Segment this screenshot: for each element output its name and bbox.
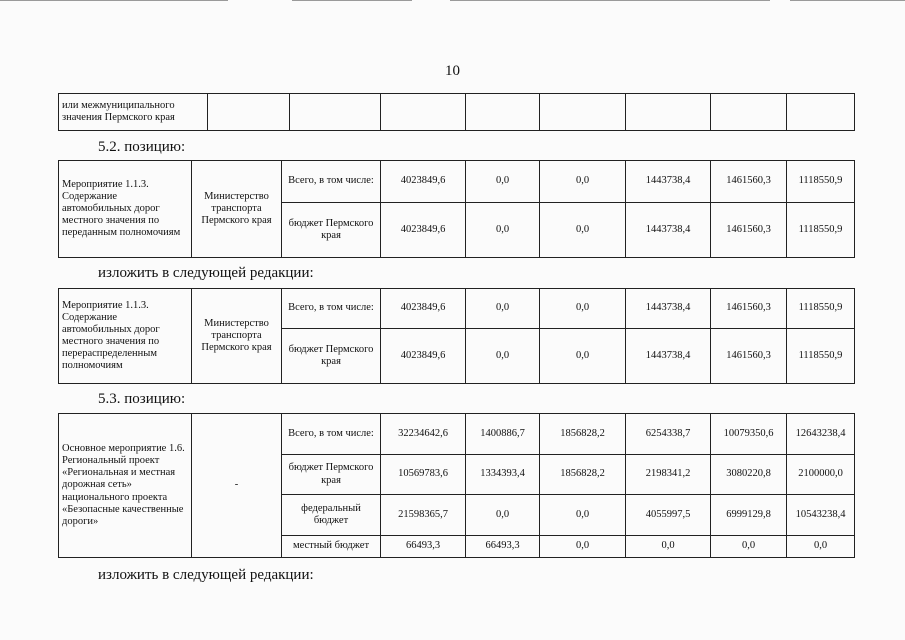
value-cell: 1443738,4: [626, 329, 711, 384]
value-cell: 21598365,7: [381, 495, 466, 536]
value-cell: 6999129,8: [711, 495, 787, 536]
value-cell: 1400886,7: [466, 414, 540, 455]
empty-cell: [290, 94, 381, 131]
empty-cell: [711, 94, 787, 131]
funding-source-cell: Всего, в том числе:: [282, 414, 381, 455]
funding-source-cell: местный бюджет: [282, 536, 381, 558]
funding-source-cell: Всего, в том числе:: [282, 289, 381, 329]
value-cell: 0,0: [540, 329, 626, 384]
value-cell: 2198341,2: [626, 455, 711, 495]
empty-cell: [540, 94, 626, 131]
scan-artifact-line: [0, 0, 228, 1]
responsible-org-cell: Министерство транспорта Пермского края: [192, 289, 282, 384]
value-cell: 0,0: [540, 495, 626, 536]
funding-source-cell: федеральный бюджет: [282, 495, 381, 536]
value-cell: 1856828,2: [540, 414, 626, 455]
value-cell: 32234642,6: [381, 414, 466, 455]
value-cell: 1443738,4: [626, 289, 711, 329]
empty-cell: [787, 94, 855, 131]
value-cell: 1856828,2: [540, 455, 626, 495]
value-cell: 0,0: [626, 536, 711, 558]
scan-artifact-line: [450, 0, 770, 1]
funding-source-cell: бюджет Пермского края: [282, 455, 381, 495]
value-cell: 0,0: [466, 495, 540, 536]
section-heading: 5.2. позицию:: [98, 139, 186, 155]
value-cell: 0,0: [466, 203, 540, 258]
value-cell: 0,0: [787, 536, 855, 558]
activity-cell: Основное мероприятие 1.6. Региональный проект «Региональная и местная дорожная сеть» национального проекта «Безопасные качественные дороги»: [59, 414, 192, 558]
value-cell: 4023849,6: [381, 289, 466, 329]
activity-cell: Мероприятие 1.1.3. Содержание автомобильных дорог местного значения по перераспределенным полномочиям: [59, 289, 192, 384]
responsible-org-cell: -: [192, 414, 282, 558]
value-cell: 6254338,7: [626, 414, 711, 455]
empty-cell: [626, 94, 711, 131]
section-heading: 5.3. позицию:: [98, 391, 186, 407]
value-cell: 0,0: [466, 161, 540, 203]
value-cell: 0,0: [466, 289, 540, 329]
value-cell: 10543238,4: [787, 495, 855, 536]
value-cell: 1443738,4: [626, 161, 711, 203]
scan-artifact-line: [790, 0, 905, 1]
value-cell: 1118550,9: [787, 329, 855, 384]
value-cell: 0,0: [540, 161, 626, 203]
value-cell: 12643238,4: [787, 414, 855, 455]
value-cell: 66493,3: [466, 536, 540, 558]
value-cell: 1118550,9: [787, 289, 855, 329]
value-cell: 1443738,4: [626, 203, 711, 258]
value-cell: 3080220,8: [711, 455, 787, 495]
value-cell: 1461560,3: [711, 329, 787, 384]
value-cell: 0,0: [540, 536, 626, 558]
table-fragment: [58, 93, 855, 131]
funding-source-cell: бюджет Пермского края: [282, 329, 381, 384]
value-cell: 1461560,3: [711, 161, 787, 203]
value-cell: 10569783,6: [381, 455, 466, 495]
funding-source-cell: бюджет Пермского края: [282, 203, 381, 258]
value-cell: 0,0: [711, 536, 787, 558]
value-cell: 0,0: [466, 329, 540, 384]
value-cell: 0,0: [540, 289, 626, 329]
table-5-3: [58, 413, 855, 558]
table-5-2-new: [58, 288, 855, 384]
value-cell: 4055997,5: [626, 495, 711, 536]
value-cell: 1334393,4: [466, 455, 540, 495]
value-cell: 10079350,6: [711, 414, 787, 455]
section-heading: изложить в следующей редакции:: [98, 265, 314, 281]
value-cell: 4023849,6: [381, 161, 466, 203]
funding-source-cell: Всего, в том числе:: [282, 161, 381, 203]
section-heading: изложить в следующей редакции:: [98, 567, 314, 583]
empty-cell: [381, 94, 466, 131]
table-5-2: [58, 160, 855, 258]
value-cell: 4023849,6: [381, 203, 466, 258]
value-cell: 1118550,9: [787, 161, 855, 203]
value-cell: 4023849,6: [381, 329, 466, 384]
value-cell: 1118550,9: [787, 203, 855, 258]
page-number: 10: [445, 63, 460, 79]
value-cell: 1461560,3: [711, 203, 787, 258]
responsible-org-cell: Министерство транспорта Пермского края: [192, 161, 282, 258]
value-cell: 1461560,3: [711, 289, 787, 329]
value-cell: 2100000,0: [787, 455, 855, 495]
scan-artifact-line: [292, 0, 412, 1]
empty-cell: [208, 94, 290, 131]
activity-cell: Мероприятие 1.1.3. Содержание автомобильных дорог местного значения по переданным полномочиям: [59, 161, 192, 258]
value-cell: 66493,3: [381, 536, 466, 558]
value-cell: 0,0: [540, 203, 626, 258]
empty-cell: [466, 94, 540, 131]
fragment-text: или межмуниципального значения Пермского края: [59, 94, 208, 131]
